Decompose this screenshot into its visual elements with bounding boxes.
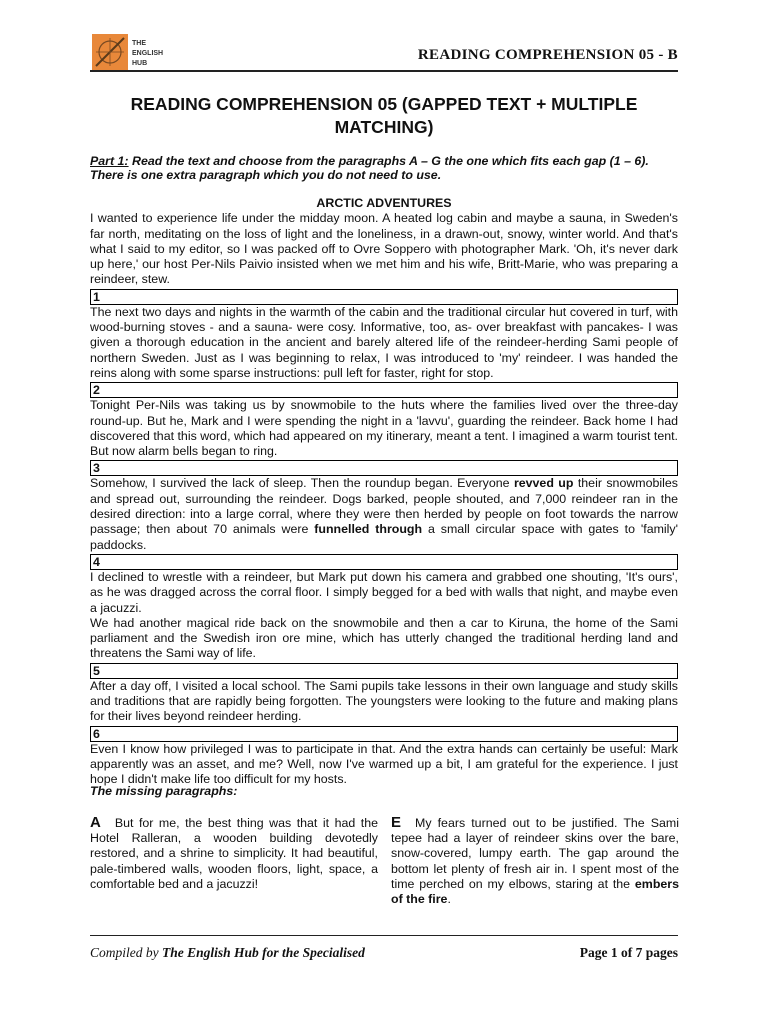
paragraph-3-text: their snowmobiles and spread out, surrounding the reindeer. Dogs barked, people shouted, and 7,000 reindeer ran in the desired direction: into a large corral, where they were then herded by people on foot towards the narrow passage; then about 70 animals were — [90, 476, 678, 537]
document-title: READING COMPREHENSION 05 (GAPPED TEXT + MULTIPLE MATCHING) — [130, 94, 638, 137]
footer-compiled-prefix: Compiled by — [90, 945, 162, 960]
paragraph-4b: We had another magical ride back on the snowmobile and then a car to Kiruna, the home of the Sami parliament and the Swedish iron ore mine, which has utterly changed the traditional herding land and threatens the Sami way of life. — [90, 615, 678, 661]
svg-text:THE: THE — [132, 40, 146, 47]
paragraph-5: After a day off, I visited a local school. The Sami pupils take lessons in their own language and study skills and traditions that are rapidly being forgotten. The youngsters were looking to the future and making plans for their lives beyond reindeer herding. — [90, 678, 678, 724]
option-a-text: But for me, the best thing was that it had the Hotel Ralleran, a wooden building devotedly restored, and a shrine to simplicity. It had beautiful, pale-timbered walls, wooden floors, light, space, a comfortable bed and a jacuzzi! — [90, 816, 378, 891]
missing-paragraphs-heading: The missing paragraphs: — [90, 784, 238, 798]
paragraph-3 — [90, 476, 678, 552]
header-title: READING COMPREHENSION 05 - B — [417, 47, 678, 63]
part-label: Part 1: — [90, 154, 129, 168]
article-title: ARCTIC ADVENTURES — [316, 196, 452, 210]
vocab-embers-of-the-fire: embers of the fire — [391, 876, 679, 907]
paragraph-6: Even I know how privileged I was to participate in that. And the extra hands can certainly be useful: Mark apparently was an asset, and me? Well, now I've warmed up a bit, I am grateful for the experience. I just hope I didn't make life too difficult for my hosts. — [90, 741, 678, 787]
part1-instructions — [90, 154, 678, 182]
header-divider — [90, 70, 678, 72]
svg-text:ENGLISH: ENGLISH — [132, 50, 164, 57]
gap-box-6[interactable]: 6 — [90, 726, 678, 742]
paragraph-2: Tonight Per-Nils was taking us by snowmobile to the huts where the families lived over the three-day round-up. But he, Mark and I were spending the night in a 'lavvu', guarding the reindeer. Back home I had discovered that this word, which had appeared on my itinerary, meant a tent. I imagined a warm tourist tent. But now alarm bells began to ring. — [90, 398, 678, 459]
gap-box-1[interactable]: 1 — [90, 289, 678, 305]
article — [90, 196, 678, 788]
gap-box-2[interactable]: 2 — [90, 382, 678, 398]
option-letter-e: E — [391, 814, 402, 831]
paragraph-3-text: Somehow, I survived the lack of sleep. Then the roundup began. Everyone — [90, 476, 514, 491]
paragraph-3-text: a small circular space with gates to 'family' paddocks. — [90, 522, 678, 552]
footer-compiled-by — [90, 945, 365, 961]
svg-text:HUB: HUB — [132, 60, 148, 67]
option-e-text: My fears turned out to be justified. The Sami tepee had a layer of reindeer skins over the bare, snow-covered, lumpy earth. The gap around the bottom let plenty of fresh air in. I spent most of the time perched on my elbows, staring at the — [391, 816, 679, 891]
instructions-text: Read the text and choose from the paragraphs A – G the one which fits each gap (1 – 6). There is one extra paragraph which you do not need to use. — [90, 154, 649, 182]
vocab-revved-up: revved up — [513, 476, 574, 491]
option-letter-a: A — [90, 814, 101, 831]
footer-divider — [90, 935, 678, 936]
paragraph-0: I wanted to experience life under the midday moon. A heated log cabin and maybe a sauna, in Sweden's far north, meditating on the loss of light and the loneliness, in a drawn-out, snowy, winter world. And that's what I said to my editor, so I was packed off to Ovre Soppero with photographer Mark. 'Oh, it's never dark up here,' our host Per-Nils Paivio insisted when we met him and his wife, Britt-Marie, who was preparing a reindeer, stew. — [90, 211, 678, 287]
gap-box-3[interactable]: 3 — [90, 460, 678, 476]
option-e-text-end: . — [447, 892, 451, 907]
paragraph-1: The next two days and nights in the warmth of the cabin and the traditional circular hut covered in turf, with wood-burning stoves - and a sauna- were cosy. Informative, too, as- over breakfast with pancakes- I was given a thorough education in the ancient and barely altered life of the reindeer-herding Sami people of northern Sweden. Just as I was beginning to relax, I was introduced to 'my' reindeer. I was handed the reins along with some sparse instructions: pull left for faster, right for stop. — [90, 304, 678, 380]
option-a — [90, 815, 378, 892]
gap-box-4[interactable]: 4 — [90, 554, 678, 570]
english-hub-logo — [92, 32, 172, 74]
paragraph-4a: I declined to wrestle with a reindeer, but Mark put down his camera and grabbed one shouting, 'It's ours', as he was dragged across the corral floor. I simply begged for a bed with walls that night, and maybe even a jacuzzi. — [90, 569, 678, 615]
vocab-funnelled-through: funnelled through — [314, 522, 423, 537]
gap-box-5[interactable]: 5 — [90, 663, 678, 679]
footer-compiled-name: The English Hub for the Specialised — [162, 945, 365, 960]
option-e — [391, 815, 679, 907]
footer-page-number: Page 1 of 7 pages — [579, 945, 678, 960]
